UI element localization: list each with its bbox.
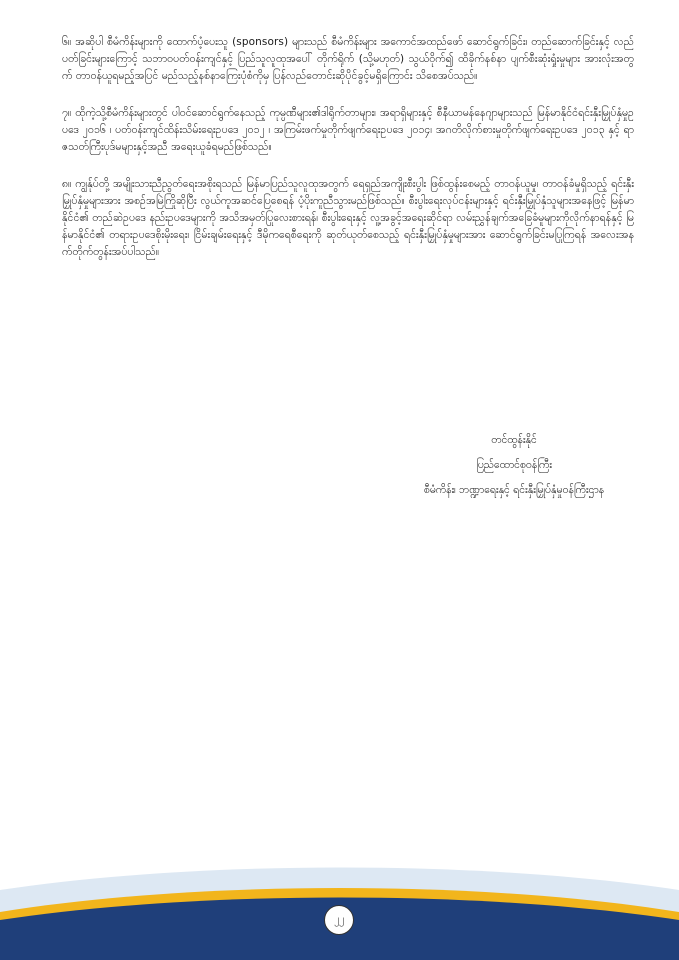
signatory-name: တင်ထွန်းနိုင် xyxy=(491,434,537,446)
signatory-title: ပြည်ထောင်စုဝန်ကြီး xyxy=(476,459,552,471)
document-body xyxy=(62,34,634,281)
signatory-ministry: စီမံကိန်း၊ ဘဏ္ဍာရေးနှင့် ရင်းနှီးမြှုပ်နှံမှုဝန်ကြီးဌာန xyxy=(423,484,605,496)
paragraph-8: ၈။ ကျွန်ုပ်တို့ အမျိုးသားညီညွတ်ရေးအစိုးရသည် မြန်မာပြည်သူလူထုအတွက် ရေရှည်အကျိုးစီးပွါး ဖြစ်ထွန်းစေမည့် တာဝန်ယူမှု၊ တာဝန်ခံမှုရှိသည့် ရင်းနှီးမြှုပ်နှံမှုများအား အစဉ်အမြဲကြိုဆိုပြီး လွယ်ကူအဆင်ပြေစေရန် ပံ့ပိုးကူညီသွားမည်ဖြစ်သည်။ စီးပွါးရေးလုပ်ငန်းများနှင့် ရင်းနှီးမြှုပ်နှံသူများအနေဖြင့် မြန်မာနိုင်ငံ၏ တည်ဆဲဥပဒေ နည်းဥပဒေများကို အသိအမှတ်ပြုလေးစားရန်၊ စီးပွါးရေးနှင့် လူ့အခွင့်အရေးဆိုင်ရာ လမ်းညွှန်ချက်အခြေခံမူများကိုလိုက်နာရန်နှင့် မြန်မာနိုင်ငံ၏ တရားဥပဒေစိုးမိုးရေး၊ ငြိမ်းချမ်းရေးနှင့် ဒီမိုကရေစီရေးကို ဆုတ်ယုတ်စေသည့် ရင်းနှီးမြှုပ်နှံမှုများအား ဆောင်ရွက်ခြင်းမပြုကြရန် အလေးအနက်တိုက်တွန်းအပ်ပါသည်။ xyxy=(62,178,634,258)
paragraph-6: ၆။ အဆိုပါ စီမံကိန်းများကို ထောက်ပံ့ပေးသူ (sponsors) များသည် စီမံကိန်းများ အကောင်အထည်ဖော် ဆောင်ရွက်ခြင်း၊ တည်ဆောက်ခြင်းနှင့် လည်ပတ်ခြင်းများကြောင့် သဘာဝပတ်ဝန်းကျင်နှင့် ပြည်သူလူထုအပေါ် တိုက်ရိုက် (သို့မဟုတ်) သွယ်ဝိုက်၍ ထိခိုက်နစ်နာ ပျက်စီးဆုံးရှုံးမှုများ အားလုံးအတွက် တာဝန်ယူရမည့်အပြင် မည်သည့်နစ်နာကြေးပုံစံကိုမှ ပြန်လည်တောင်းဆိုပိုင်ခွင့်မရှိကြောင်း သိစေအပ်သည်။ xyxy=(62,36,634,82)
paragraph-7: ၇။ ထိုကဲ့သို့စီမံကိန်းများတွင် ပါဝင်ဆောင်ရွက်နေသည့် ကုမ္ပဏီများ၏ဒါရိုက်တာများ၊ အရာရှိများနှင့် စီနီယာမန်နေဂျာများသည် မြန်မာနိုင်ငံရင်းနှီးမြှုပ်နှံမှုဥပဒေ ၂၀၁၆ ၊ ပတ်ဝန်းကျင်ထိန်းသိမ်းရေးဥပဒေ ၂၀၁၂ ၊ အကြမ်းဖက်မှုတိုက်ဖျက်ရေးဥပဒေ ၂၀၁၄၊ အဂတိလိုက်စားမှုတိုက်ဖျက်ရေးဥပဒေ ၂၀၁၃ နှင့် ရာဇသတ်ကြီးပုဒ်မများနှင့်အညီ အရေးယူခံရမည်ဖြစ်သည်။ xyxy=(62,107,634,153)
page-number-badge: ၂၂ xyxy=(324,905,354,935)
signature-block xyxy=(389,428,639,503)
